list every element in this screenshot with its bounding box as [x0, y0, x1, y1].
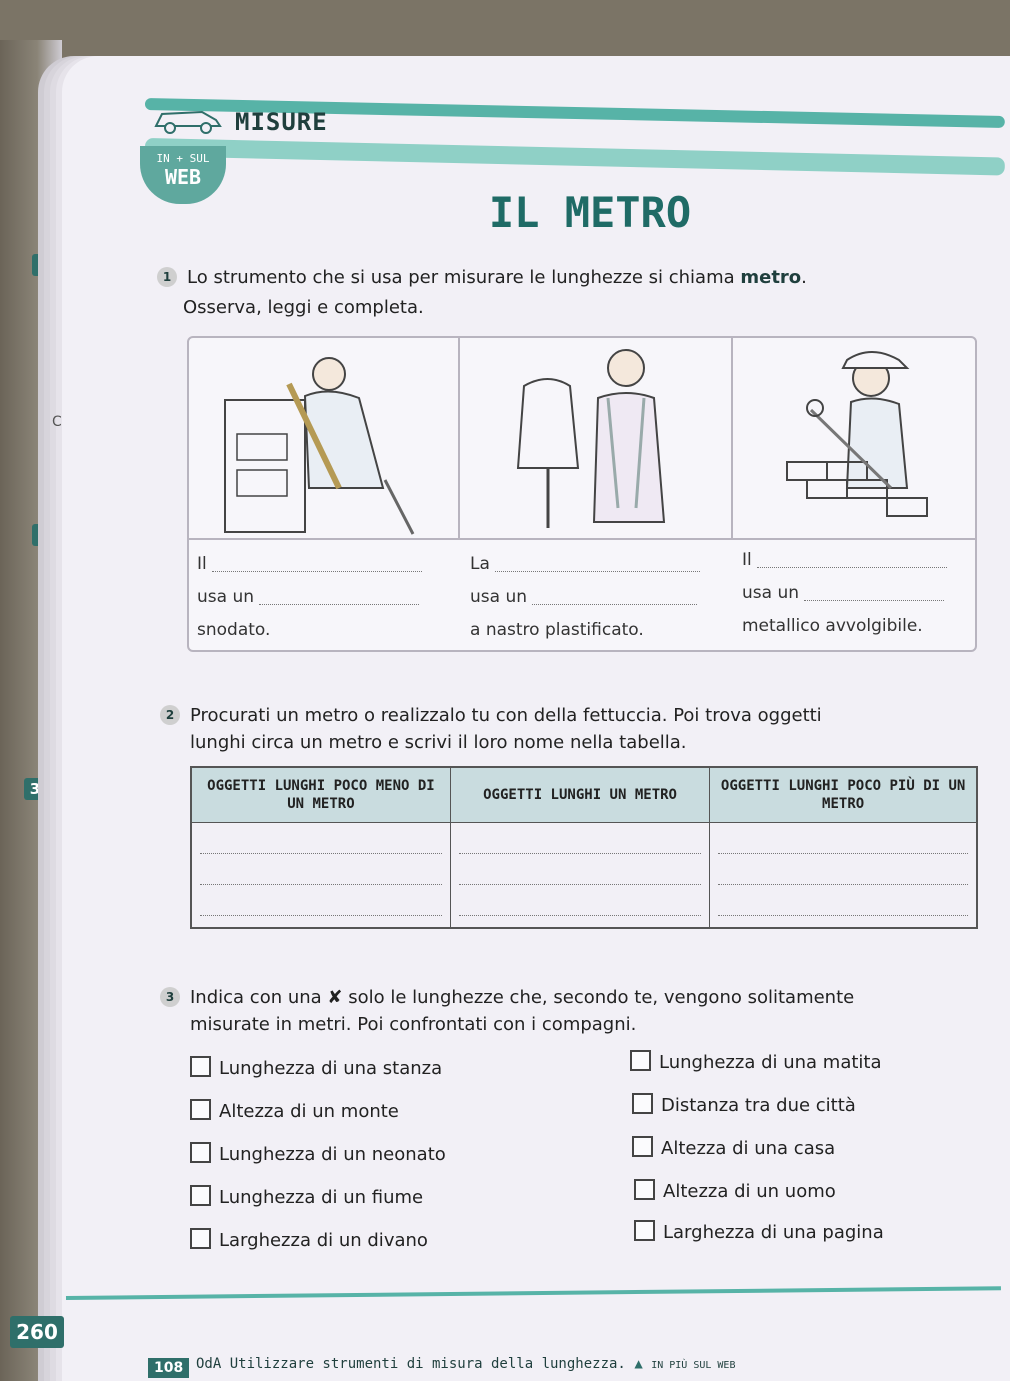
side-tab-3: 3 — [24, 778, 46, 800]
blank-input[interactable] — [259, 590, 419, 605]
checkbox-item[interactable] — [632, 1136, 835, 1159]
checkbox-item[interactable] — [630, 1050, 882, 1073]
blank-input[interactable] — [804, 586, 944, 601]
checkbox[interactable] — [190, 1185, 211, 1206]
caption-1-line2: usa un — [197, 587, 255, 607]
page-title: IL METRO — [488, 188, 692, 237]
caption-2-line2: usa un — [470, 587, 528, 607]
checkbox-item[interactable] — [190, 1099, 399, 1122]
ex1-number: 1 — [157, 267, 177, 287]
footer-text — [196, 1356, 735, 1372]
ex3-line1-text: Indica con una ✘ solo le lunghezze che, secondo te, vengono solitamente — [190, 987, 855, 1008]
table-cell[interactable] — [450, 823, 709, 929]
web-badge-small: IN + SUL — [156, 152, 210, 165]
side-tab-1: 1 — [32, 254, 54, 276]
checkbox[interactable] — [634, 1220, 655, 1241]
checkbox-label: Lunghezza di un neonato — [219, 1144, 446, 1165]
ex1-intro-end: . — [801, 267, 807, 288]
car-icon — [152, 104, 224, 134]
checkbox-item[interactable] — [190, 1228, 428, 1251]
side-letter: C — [52, 414, 62, 430]
caption-3-line2: usa un — [742, 583, 800, 603]
caption-2 — [470, 548, 720, 647]
checkbox[interactable] — [632, 1136, 653, 1157]
caption-1-line3: snodato. — [197, 620, 271, 640]
ex3-line1 — [160, 984, 854, 1011]
caption-1 — [197, 548, 447, 647]
ex3-number: 3 — [160, 987, 180, 1007]
side-tab-2: 2 — [32, 524, 54, 546]
checkbox-label: Larghezza di una pagina — [663, 1222, 884, 1243]
ex2-line1 — [160, 702, 822, 729]
checkbox-label: Distanza tra due città — [661, 1095, 856, 1116]
table-cell[interactable] — [191, 823, 450, 929]
ex1-intro — [157, 264, 807, 291]
caption-2-line3: a nastro plastificato. — [470, 620, 644, 640]
checkbox-label: Larghezza di un divano — [219, 1230, 428, 1251]
checkbox[interactable] — [190, 1099, 211, 1120]
ex1-intro-text: Lo strumento che si usa per misurare le lunghezze si chiama — [187, 267, 741, 288]
caption-3-line1: Il — [742, 550, 752, 570]
caption-2-line1: La — [470, 554, 490, 574]
caption-1-line1: Il — [197, 554, 207, 574]
ex2-line2: lunghi circa un metro e scrivi il loro nome nella tabella. — [190, 732, 687, 753]
checkbox-label: Altezza di una casa — [661, 1138, 836, 1159]
table-cell[interactable] — [710, 823, 977, 929]
illustration-carpenter — [189, 338, 460, 538]
section-title: MISURE — [235, 108, 328, 136]
checkbox[interactable] — [630, 1050, 651, 1071]
blank-input[interactable] — [757, 553, 947, 568]
footer-objective: OdA Utilizzare strumenti di misura della lunghezza. — [196, 1356, 626, 1372]
ex2-line1-text: Procurati un metro o realizzalo tu con della fettuccia. Poi trova oggetti — [190, 705, 822, 726]
warning-icon: ▲ — [634, 1356, 643, 1372]
book-edge — [0, 40, 62, 1381]
ex1-intro-bold: metro — [740, 267, 802, 288]
checkbox[interactable] — [190, 1056, 211, 1077]
illustration-builder — [731, 338, 975, 538]
table-header: OGGETTI LUNGHI UN METRO — [450, 767, 709, 823]
picture-panel — [187, 336, 977, 652]
header-band — [95, 98, 1000, 168]
checkbox-label: Lunghezza di un fiume — [219, 1187, 424, 1208]
checkbox-label: Altezza di un monte — [219, 1101, 399, 1122]
checkbox-item[interactable] — [634, 1220, 884, 1243]
blank-input[interactable] — [212, 557, 422, 572]
checkbox-label: Lunghezza di una matita — [659, 1052, 882, 1073]
checkbox-item[interactable] — [190, 1142, 446, 1165]
table-header: OGGETTI LUNGHI POCO MENO DI UN METRO — [191, 767, 450, 823]
caption-3 — [742, 544, 968, 643]
checkbox-item[interactable] — [632, 1093, 856, 1116]
illustration-tailor — [458, 338, 733, 538]
checkbox-label: Altezza di un uomo — [663, 1181, 836, 1202]
page-number: 260 — [10, 1316, 64, 1348]
checkbox-item[interactable] — [634, 1179, 836, 1202]
table-header: OGGETTI LUNGHI POCO PIÙ DI UN METRO — [710, 767, 977, 823]
ex3-line2: misurate in metri. Poi confrontati con i compagni. — [190, 1014, 637, 1035]
checkbox-item[interactable] — [190, 1056, 442, 1079]
footer-web-tag: IN PIÙ SUL WEB — [651, 1360, 736, 1371]
checkbox[interactable] — [190, 1142, 211, 1163]
footer-code: 108 — [148, 1358, 189, 1378]
checkbox[interactable] — [634, 1179, 655, 1200]
checkbox-label: Lunghezza di una stanza — [219, 1058, 443, 1079]
ex2-number: 2 — [160, 705, 180, 725]
checkbox[interactable] — [190, 1228, 211, 1249]
objects-table — [190, 766, 978, 929]
checkbox[interactable] — [632, 1093, 653, 1114]
caption-3-line3: metallico avvolgibile. — [742, 616, 923, 636]
ex1-instruction: Osserva, leggi e completa. — [183, 297, 424, 318]
blank-input[interactable] — [532, 590, 697, 605]
blank-input[interactable] — [495, 557, 700, 572]
web-badge-big: WEB — [164, 165, 202, 189]
checkbox-item[interactable] — [190, 1185, 423, 1208]
